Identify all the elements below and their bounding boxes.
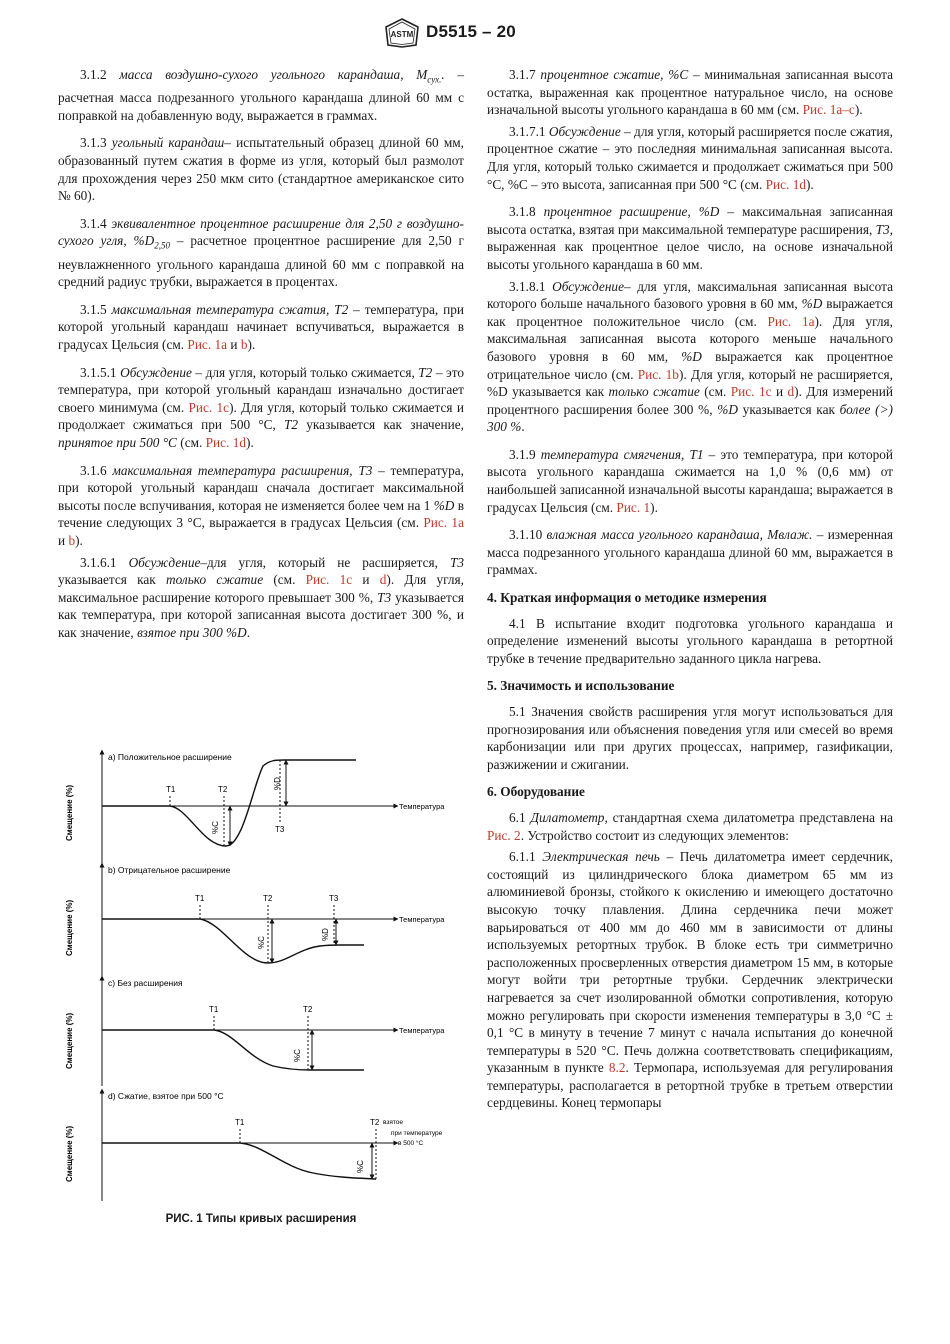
panel-b-pc: %C	[257, 936, 266, 949]
para-3-1-2: 3.1.2 масса воздушно-сухого угольного карандаша, $M_{сух.}$. – расчетная масса подрезанного угольного карандаша длиной 60 мм с поправкой на добавленную воду, выражается в граммах.	[58, 67, 465, 123]
para-3-1-8-1: 3.1.8.1 Обсуждение– для угля, максимальная записанная высота которого больше начального базового уровня в 60 мм, %D выражается как процентное положительное число (см. Рис. 1a). Для угля, максимальная записанная высота которого меньше начального базового уровня в 60 мм, %D выражается как процентное отрицательное число (см. Рис. 1b). Для угля, который не расширяется, %D указывается как только сжатие (см. Рис. 1c и d). Для измерений процентного расширения более 300 %, %D указывается как более (>) 300 %.	[487, 278, 894, 435]
panel-c-t1: T1	[209, 1005, 219, 1014]
ref-fig1a[interactable]: Рис. 1a	[187, 337, 228, 353]
ref-fig1b[interactable]: Рис. 1b	[637, 366, 679, 382]
panel-a-title: a) Положительное расширение	[108, 752, 232, 762]
document-id: D5515 – 20	[426, 22, 516, 41]
curve-a	[102, 760, 356, 846]
para-6-1: 6.1 Дилатометр, стандартная схема дилатометра представлена на Рис. 2. Устройство состоит из следующих элементов:	[487, 809, 893, 843]
panel-c	[65, 978, 445, 1086]
para-3-1-6-1: 3.1.6.1 Обсуждение–для угля, который не расширяется, T3 указывается как только сжатие (см. Рис. 1c и d). Для угля, максимальное расширение которого превышает 300 %, T3 указывается как температура, при которой записанная высота достигает 300 %, и как значение, взятое при 300 %D.	[58, 554, 465, 640]
panel-d-t2: T2	[370, 1118, 380, 1127]
ref-fig1a[interactable]: Рис. 1a	[423, 515, 464, 531]
right-column	[487, 66, 893, 1116]
ref-fig1d[interactable]: Рис. 1d	[205, 435, 247, 450]
ref-section-8-2[interactable]: 8.2	[608, 1060, 626, 1076]
panel-b-y-label: Смещение (%)	[65, 899, 74, 956]
panel-d-pc: %C	[356, 1160, 365, 1173]
ref-fig1b[interactable]: b	[240, 337, 248, 353]
panel-a-t1: T1	[166, 785, 176, 794]
para-3-1-9: 3.1.9 температура смягчения, T1 – это температура, при которой высота угольного карандаша сжимается на 1,0 % (0,6 мм) от наибольшей записанной изначальной высоты карандаша; выражается в градусах Цельсия (см. Рис. 1).	[487, 446, 894, 515]
para-3-1-10: 3.1.10 влажная масса угольного карандаша, Mвлаж. – измеренная масса подрезанного угольного карандаша длиной 60 мм, выражается в граммах.	[487, 527, 893, 578]
panel-b-t1: T1	[195, 894, 205, 903]
panel-b-t2: T2	[263, 894, 273, 903]
ref-fig1c[interactable]: Рис. 1c	[188, 399, 230, 415]
panel-c-x-label: Температура	[399, 1026, 445, 1035]
panel-c-title: c) Без расширения	[108, 978, 183, 988]
para-3-1-7: 3.1.7 процентное сжатие, %C – минимальная записанная высота остатка, выраженная как процентное натуральное число, на основе изначальной высоты угольного карандаша в 60 мм (см. Рис. 1a–c).	[487, 67, 893, 118]
ref-fig1d[interactable]: d	[379, 572, 387, 588]
panel-a-t2: T2	[218, 785, 228, 794]
figure-1	[58, 746, 464, 1234]
ref-fig1[interactable]: Рис. 1	[616, 499, 651, 515]
panel-d-note3: в 500 °C	[398, 1140, 424, 1147]
panel-b-t3: T3	[329, 894, 339, 903]
para-3-1-3: 3.1.3 угольный карандаш– испытательный образец длиной 60 мм, образованный путем сжатия в форме из угля, который был размолот для прохождения через 250 мкм сито (стандартное американское сито № 60).	[58, 135, 465, 204]
ref-fig1d[interactable]: d	[787, 384, 795, 400]
expansion-curves-diagram	[58, 746, 464, 1211]
panel-d-note1: взятое	[383, 1119, 404, 1126]
ref-fig1a[interactable]: Рис. 1a	[767, 313, 815, 329]
panel-d-y-label: Смещение (%)	[65, 1125, 74, 1182]
para-3-1-8: 3.1.8 процентное расширение, %D – максимальная записанная высота остатка, взятая при максимальной температуре расширения, T3, выраженная как процентное целое число, на основе изначальной высоты угольного карандаша в 60 мм.	[487, 204, 894, 272]
para-5-1: 5.1 Значения свойств расширения угля могут использоваться для прогнозирования или объяснения поведения угля или смесей во время карбонизации или при других процессах, например, газификации, разжижении и сжигании.	[487, 704, 893, 772]
panel-b	[65, 865, 445, 979]
panel-a-pd: %D	[273, 777, 282, 790]
ref-fig1d[interactable]: Рис. 1d	[765, 176, 806, 192]
para-6-1-1: 6.1.1 Электрическая печь – Печь дилатометра имеет сердечник, состоящий из цилиндрического блока диаметром 65 мм из алюминиевой бронзы, стойкого к окислению и имеющего достаточно высокую точку плавления. Длина сердечника печи может варьироваться от 400 мм до 460 мм в зависимости от длины используемых ретортных трубок. В блоке есть три симметрично расположенных просверленных отверстия диаметром 15 мм, в которые могут войти три ретортные трубки. Сердечник электрически нагревается за счет изолированной обмотки сопротивления, которую можно регулировать при скорости изменения температуры в 3,0 °C ± 0,1 °C в минуту в течение 7 минут с начала испытания до конечной температуры в 520 °C. Печь должна соответствовать спецификациям, указанным в пункте 8.2. Термопара, используемая для регулирования температуры, располагается в ретортной трубке в третьем отверстии сердцевины. Конец термопары	[487, 849, 894, 1111]
panel-b-pd: %D	[321, 928, 330, 941]
para-3-1-6: 3.1.6 максимальная температура расширения, T3 – температура, при которой угольный карандаш сначала достигает максимальной высоты после вспучивания, которая не изменяется более чем на 1 %D в течение следующих 3 °C, выражается в градусах Цельсия (см. Рис. 1a и b).	[58, 462, 464, 548]
astm-logo-icon	[385, 18, 419, 48]
panel-b-x-label: Температура	[399, 915, 445, 924]
svg-text:ASTM: ASTM	[390, 30, 414, 39]
panel-a-x-label: Температура	[399, 802, 445, 811]
panel-a-t3: T3	[275, 825, 285, 834]
panel-c-y-label: Смещение (%)	[65, 1012, 74, 1069]
section-6-title: 6. Оборудование	[487, 784, 585, 800]
panel-a	[65, 752, 445, 866]
left-column	[58, 66, 464, 646]
panel-d-t1: T1	[235, 1118, 245, 1127]
para-3-1-5: 3.1.5 максимальная температура сжатия, T2 – температура, при которой угольный карандаш начинает вспучиваться, выражается в градусах Цельсия (см. Рис. 1a и b).	[58, 301, 465, 353]
ref-fig1b[interactable]: b	[68, 532, 76, 548]
curve-c	[102, 1030, 364, 1070]
ref-fig1c[interactable]: Рис. 1c	[730, 384, 772, 400]
panel-d-note2: при температуре	[391, 1130, 443, 1137]
section-4-title: 4. Краткая информация о методике измерения	[487, 590, 767, 606]
page-header	[0, 18, 950, 48]
para-3-1-5-1: 3.1.5.1 Обсуждение – для угля, который только сжимается, T2 – это температура, при которой угольный карандаш изначально достигает своего минимума (см. Рис. 1c). Для угля, который только сжимается и продолжает сжиматься при 500 °C, T2 указывается как значение, принятое при 500 °C (см. Рис. 1d).	[58, 364, 464, 450]
panel-c-pc: %C	[293, 1049, 302, 1062]
section-5-title: 5. Значимость и использование	[487, 678, 675, 694]
figure-caption: РИС. 1 Типы кривых расширения	[165, 1213, 357, 1225]
para-4-1: 4.1 В испытание входит подготовка угольного карандаша и определение изменений высоты угольного карандаша в ретортной трубке в течение предварительно заданного цикла нагрева.	[487, 615, 893, 666]
panel-c-t2: T2	[303, 1005, 313, 1014]
panel-a-pc: %C	[211, 821, 220, 834]
para-3-1-7-1: 3.1.7.1 Обсуждение – для угля, который расширяется после сжатия, процентное сжатие – это последняя минимальная записанная высота. Для угля, который только сжимается и продолжает сжиматься при 500 °C, %C – это высота, записанная при 500 °C (см. Рис. 1d).	[487, 123, 893, 192]
panel-d-title: d) Сжатие, взятое при 500 °C	[108, 1091, 224, 1101]
ref-fig1a-c[interactable]: Рис. 1a–c	[802, 102, 855, 118]
para-3-1-4: 3.1.4 эквивалентное процентное расширение для 2,50 г воздушно-сухого угля, $\%D_{2,50}$ – расчетное процентное расширение для 2,50 г неувлажненного угольного карандаша длиной 60 мм с поправкой на средний радиус трубки, выражается в процентах.	[58, 215, 464, 290]
curve-d	[102, 1143, 376, 1179]
panel-a-y-label: Смещение (%)	[65, 784, 74, 841]
panel-b-title: b) Отрицательное расширение	[108, 865, 231, 875]
ref-fig1c[interactable]: Рис. 1c	[305, 572, 353, 588]
ref-fig2[interactable]: Рис. 2	[487, 827, 521, 843]
panel-d	[65, 1091, 443, 1201]
